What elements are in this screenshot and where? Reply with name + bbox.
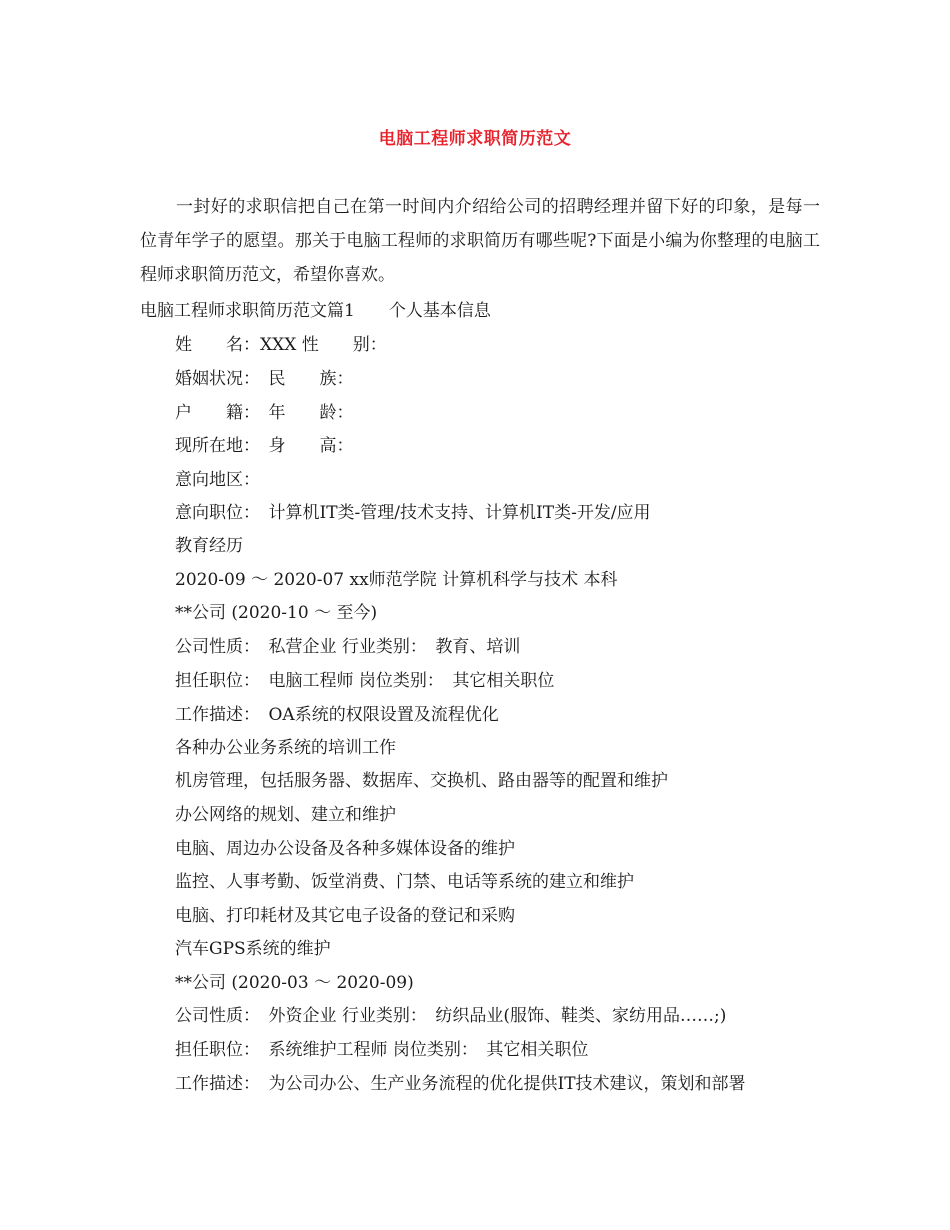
duty-line: 监控、人事考勤、饭堂消费、门禁、电话等系统的建立和维护 bbox=[175, 872, 634, 892]
info-line: 公司性质： 外资企业 行业类别： 纺织品业(服饰、鞋类、家纺用品……;) bbox=[175, 1006, 727, 1026]
info-line: 姓 名：XXX 性 别： bbox=[175, 335, 387, 355]
duty-line: 电脑、打印耗材及其它电子设备的登记和采购 bbox=[175, 906, 515, 926]
info-line: 公司性质： 私营企业 行业类别： 教育、培训 bbox=[175, 637, 521, 657]
education-line: 2020-09 ～ 2020-07 xx师范学院 计算机科学与技术 本科 bbox=[175, 570, 618, 590]
intro-paragraph: 一封好的求职信把自己在第一时间内介绍给公司的招聘经理并留下好的印象，是每一位青年学子的愿望。那关于电脑工程师的求职简历有哪些呢?下面是小编为你整理的电脑工程师求职简历范文，希望你喜欢。 bbox=[140, 197, 820, 285]
info-line: 户 籍： 年 龄： bbox=[175, 403, 354, 423]
company-line: **公司 (2020-10 ～ 至今) bbox=[175, 603, 378, 623]
duty-line: 办公网络的规划、建立和维护 bbox=[175, 805, 396, 825]
info-line: 工作描述： OA系统的权限设置及流程优化 bbox=[175, 705, 499, 725]
duty-line: 汽车GPS系统的维护 bbox=[175, 939, 331, 959]
info-line: 工作描述： 为公司办公、生产业务流程的优化提供IT技术建议，策划和部署 bbox=[175, 1074, 746, 1094]
duty-line: 电脑、周边办公设备及各种多媒体设备的维护 bbox=[175, 839, 515, 859]
info-line: 现所在地： 身 高： bbox=[175, 436, 354, 456]
info-line: 担任职位： 电脑工程师 岗位类别： 其它相关职位 bbox=[175, 671, 555, 691]
section-heading: 电脑工程师求职简历范文篇1 个人基本信息 bbox=[140, 301, 491, 321]
info-line: 意向地区： bbox=[175, 470, 260, 490]
info-line: 担任职位： 系统维护工程师 岗位类别： 其它相关职位 bbox=[175, 1040, 589, 1060]
info-line: 婚姻状况： 民 族： bbox=[175, 369, 354, 389]
duty-line: 机房管理，包括服务器、数据库、交换机、路由器等的配置和维护 bbox=[175, 771, 668, 791]
info-line: 意向职位： 计算机IT类-管理/技术支持、计算机IT类-开发/应用 bbox=[175, 503, 651, 523]
page-title: 电脑工程师求职简历范文 bbox=[378, 129, 572, 149]
section-label: 教育经历 bbox=[175, 536, 243, 556]
duty-line: 各种办公业务系统的培训工作 bbox=[175, 738, 396, 758]
company-line: **公司 (2020-03 ～ 2020-09) bbox=[175, 973, 414, 993]
